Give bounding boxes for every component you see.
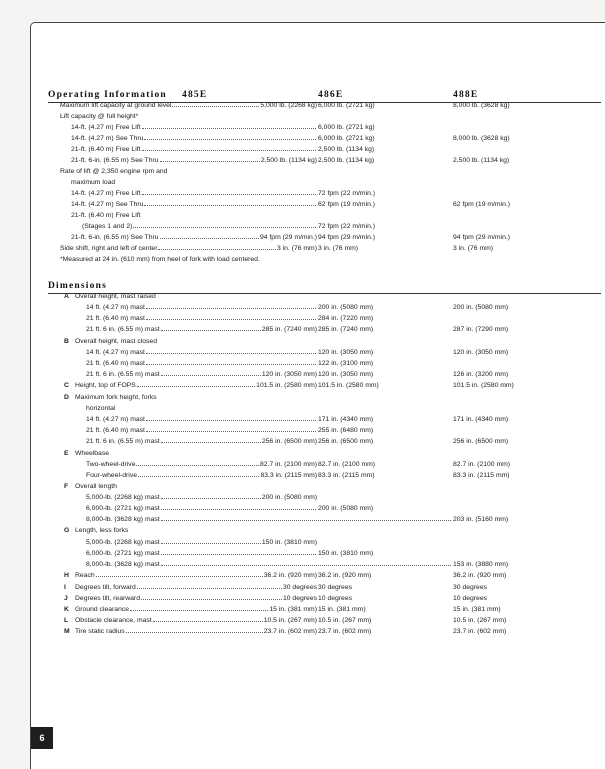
value-486e: 94 fpm (29 m/min.) — [318, 234, 376, 241]
operating-row — [0, 166, 605, 177]
operating-label: 14-ft. (4.27 m) Free Lift — [71, 124, 141, 131]
dot-leader — [137, 386, 255, 387]
value-488e: 8,000 lb. (3628 kg) — [453, 135, 510, 142]
value-485e: 101.5 in. (2580 mm) — [256, 382, 317, 389]
value-486e: 255 in. (6480 mm) — [318, 427, 374, 434]
dimension-row — [0, 425, 605, 436]
dot-leader — [161, 375, 261, 376]
value-486e: 122 in. (3100 mm) — [318, 360, 374, 367]
operating-label-cell — [60, 243, 317, 254]
value-488e: 171 in. (4340 mm) — [453, 416, 509, 423]
value-488e: 83.3 in. (2115 mm) — [453, 472, 510, 479]
value-486e: 285 in. (7240 mm) — [318, 326, 374, 333]
dot-leader — [141, 599, 282, 600]
dimension-label: Degrees tilt, forward — [75, 584, 136, 591]
operating-row — [0, 221, 605, 232]
value-485e: 23.7 in. (602 mm) — [263, 628, 317, 635]
dimension-label: Four-wheel-drive — [86, 472, 137, 479]
value-486e: 120 in. (3050 mm) — [318, 349, 374, 356]
dimension-row — [0, 559, 605, 570]
dimension-row — [0, 403, 605, 414]
dimension-label: 21 ft. 6 in. (6.55 m) mast — [86, 371, 160, 378]
operating-row — [0, 199, 605, 210]
dot-leader — [161, 442, 261, 443]
dimension-row — [0, 448, 605, 459]
dot-leader — [146, 364, 316, 365]
value-485e: 256 in. (6500 mm) — [261, 438, 317, 445]
operating-label-cell — [60, 166, 167, 177]
operating-row — [0, 133, 605, 144]
dimension-row — [0, 291, 605, 302]
value-488e: 203 in. (5160 mm) — [453, 516, 509, 523]
operating-label: 14-ft. (4.27 m) See Thru — [71, 135, 144, 142]
dot-leader — [161, 498, 261, 499]
dimension-label-cell — [86, 403, 115, 414]
dimension-label-cell — [86, 436, 317, 447]
dot-leader — [153, 621, 263, 622]
operating-row — [0, 188, 605, 199]
dot-leader — [160, 161, 260, 162]
dot-leader — [136, 465, 258, 466]
dimension-label-cell — [86, 414, 317, 425]
dimension-label-cell — [75, 615, 317, 626]
dimension-row — [0, 369, 605, 380]
operating-label-cell — [60, 111, 138, 122]
dimension-label: 6,000-lb. (2721 kg) mast — [86, 550, 160, 557]
dimension-row — [0, 436, 605, 447]
value-488e: 36.2 in. (920 mm) — [453, 572, 507, 579]
value-485e: 3 in. (76 mm) — [276, 245, 317, 252]
dimension-label: Overall height, mast raised — [75, 293, 156, 300]
dot-leader — [138, 476, 259, 477]
dimension-row — [0, 604, 605, 615]
dimension-label: 21 ft. (6.40 m) mast — [86, 360, 145, 367]
dimension-label-cell — [75, 291, 156, 302]
page-number: 6 — [31, 727, 53, 749]
operating-row — [0, 100, 605, 111]
dot-leader — [172, 106, 259, 107]
value-486e: 30 degrees — [318, 584, 353, 591]
value-486e: 2,500 lb. (1134 kg) — [318, 146, 375, 153]
operating-label-cell — [71, 155, 317, 166]
dimension-label-cell — [75, 604, 317, 615]
dimension-label-cell — [75, 448, 109, 459]
operating-label: 14-ft. (4.27 m) Free Lift — [71, 190, 141, 197]
operating-label-cell — [71, 199, 317, 210]
operating-row — [0, 155, 605, 166]
operating-label-cell — [71, 133, 317, 144]
value-486e: 6,000 lb. (2721 kg) — [318, 102, 375, 109]
dimension-row — [0, 414, 605, 425]
dot-leader — [144, 139, 316, 140]
value-488e: 62 fpm (19 m/min.) — [453, 201, 511, 208]
value-486e: 72 fpm (22 m/min.) — [318, 190, 376, 197]
dimension-row — [0, 347, 605, 358]
dot-leader — [144, 205, 316, 206]
dimension-label-cell — [86, 470, 317, 481]
dimension-label-cell — [75, 593, 317, 604]
dimension-row — [0, 302, 605, 313]
operating-row — [0, 210, 605, 221]
dimension-label-cell — [86, 302, 317, 313]
dot-leader — [161, 554, 316, 555]
dimension-row — [0, 582, 605, 593]
dimension-letter: A — [64, 293, 69, 300]
value-486e: 2,500 lb. (1134 kg) — [318, 157, 375, 164]
dimension-row — [0, 593, 605, 604]
dimension-label: Height, top of FOPS — [75, 382, 136, 389]
value-486e: 200 in. (5080 mm) — [318, 304, 374, 311]
value-486e: 15 in. (381 mm) — [318, 606, 366, 613]
dot-leader — [161, 509, 316, 510]
value-486e: 120 in. (3050 mm) — [318, 371, 374, 378]
dimension-label-cell — [75, 380, 317, 391]
value-486e: 72 fpm (22 m/min.) — [318, 223, 376, 230]
dot-leader — [96, 576, 263, 577]
operating-label: maximum load — [71, 179, 116, 186]
dot-leader — [146, 353, 316, 354]
dimension-row — [0, 459, 605, 470]
dimension-letter: I — [64, 584, 66, 591]
operating-label-cell — [71, 122, 317, 133]
value-488e: 3 in. (76 mm) — [453, 245, 494, 252]
value-486e: 62 fpm (19 m/min.) — [318, 201, 376, 208]
dimension-label: Length, less forks — [75, 527, 129, 534]
value-488e: 287 in. (7290 mm) — [453, 326, 509, 333]
value-485e: 200 in. (5080 mm) — [261, 494, 317, 501]
dimension-row — [0, 336, 605, 347]
dimension-label: horizontal — [86, 405, 116, 412]
dot-leader — [161, 543, 261, 544]
dimension-label: 14 ft. (4.27 m) mast — [86, 349, 145, 356]
value-488e: 10 degrees — [453, 595, 488, 602]
dot-leader — [142, 194, 316, 195]
operating-label: 21-ft. 6-in. (6.55 m) See Thru — [71, 234, 159, 241]
value-488e: 8,000 lb. (3628 kg) — [453, 102, 510, 109]
operating-row — [0, 122, 605, 133]
dimension-label: Tire static radius — [75, 628, 125, 635]
dimension-letter: B — [64, 338, 69, 345]
dimension-label: Ground clearance — [75, 606, 130, 613]
value-488e: 94 fpm (29 m/min.) — [453, 234, 511, 241]
dimension-label: 14 ft. (4.27 m) mast — [86, 416, 145, 423]
operating-label-cell — [71, 210, 141, 221]
value-486e: 82.7 in. (2100 mm) — [318, 461, 376, 468]
dot-leader — [126, 632, 263, 633]
value-486e: 200 in. (5080 mm) — [318, 505, 374, 512]
value-488e: 120 in. (3050 mm) — [453, 349, 509, 356]
dimension-label: Wheelbase — [75, 450, 110, 457]
value-486e: 6,000 lb. (2721 kg) — [318, 135, 375, 142]
dimension-label-cell — [86, 537, 317, 548]
dimension-label-cell — [86, 548, 317, 559]
dot-leader — [146, 420, 316, 421]
dimension-letter: M — [64, 628, 70, 635]
value-486e: 36.2 in. (920 mm) — [318, 572, 372, 579]
value-488e: 200 in. (5080 mm) — [453, 304, 509, 311]
value-486e: 10.5 in. (267 mm) — [318, 617, 372, 624]
value-486e: 10 degrees — [318, 595, 353, 602]
dimension-label: Obstacle clearance, mast — [75, 617, 152, 624]
operating-label: 21-ft. (6.40 m) Free Lift — [71, 212, 141, 219]
value-485e: 150 in. (3810 mm) — [261, 539, 317, 546]
operating-row — [0, 144, 605, 155]
dimension-row — [0, 481, 605, 492]
value-486e: 23.7 in. (602 mm) — [318, 628, 372, 635]
dot-leader — [133, 227, 316, 228]
dimension-row — [0, 503, 605, 514]
operating-row — [0, 254, 605, 265]
value-486e: 6,000 lb. (2721 kg) — [318, 124, 375, 131]
dimension-label: Overall length — [75, 483, 117, 490]
value-485e: 15 in. (381 mm) — [269, 606, 317, 613]
dimension-label: Degrees tilt, rearward — [75, 595, 140, 602]
dimension-label-cell — [86, 492, 317, 503]
dimension-letter: C — [64, 382, 69, 389]
dimensions-heading: Dimensions — [48, 281, 107, 291]
dimension-row — [0, 358, 605, 369]
dimension-letter: J — [64, 595, 68, 602]
dimension-label: 5,000-lb. (2268 kg) mast — [86, 539, 160, 546]
dimension-label: 21 ft. 6 in. (6.55 m) mast — [86, 438, 160, 445]
dimension-label-cell — [75, 336, 157, 347]
dimension-label-cell — [75, 392, 157, 403]
dot-leader — [146, 308, 316, 309]
operating-label-cell — [71, 177, 115, 188]
dot-leader — [142, 150, 316, 151]
dimension-label: 5,000-lb. (2268 kg) mast — [86, 494, 160, 501]
dot-leader — [160, 238, 259, 239]
dimension-letter: L — [64, 617, 69, 624]
dimension-label: 6,000-lb. (2721 kg) mast — [86, 505, 160, 512]
col-488e-heading: 488E — [453, 90, 479, 100]
col-485e-heading: 485E — [182, 90, 208, 100]
dimension-letter: K — [64, 606, 69, 613]
operating-label: 21-ft. 6-in. (6.55 m) See Thru — [71, 157, 159, 164]
value-485e: 2,500 lb. (1134 kg) — [260, 157, 317, 164]
dimension-row — [0, 537, 605, 548]
dimension-label: Overall height, mast closed — [75, 338, 157, 345]
dimension-label-cell — [86, 313, 317, 324]
value-486e: 171 in. (4340 mm) — [318, 416, 374, 423]
value-488e: 30 degrees — [453, 584, 488, 591]
dimension-label: 14 ft. (4.27 m) mast — [86, 304, 145, 311]
operating-label: Maximum lift capacity at ground level — [60, 102, 172, 109]
dimension-row — [0, 313, 605, 324]
operating-label: 14-ft. (4.27 m) See Thru — [71, 201, 144, 208]
operating-info-heading: Operating Information — [48, 90, 167, 100]
dimension-row — [0, 324, 605, 335]
dimension-letter: G — [64, 527, 70, 534]
value-485e: 36.2 in. (920 mm) — [263, 572, 317, 579]
operating-label-cell — [71, 144, 317, 155]
value-488e: 256 in. (6500 mm) — [453, 438, 509, 445]
dimension-row — [0, 615, 605, 626]
dimension-row — [0, 548, 605, 559]
value-485e: 10 degrees — [282, 595, 317, 602]
dimension-row — [0, 492, 605, 503]
dimension-label-cell — [86, 503, 317, 514]
operating-label-cell — [82, 221, 317, 232]
dimension-label: Maximum fork height, forks — [75, 394, 157, 401]
dot-leader — [142, 128, 316, 129]
dimension-label-cell — [86, 459, 317, 470]
dimension-row — [0, 626, 605, 637]
dimension-label-cell — [75, 626, 317, 637]
dimension-label: 8,000-lb. (3628 kg) mast — [86, 516, 160, 523]
value-486e: 3 in. (76 mm) — [318, 245, 359, 252]
dimension-letter: F — [64, 483, 69, 490]
dimension-label-cell — [86, 324, 317, 335]
value-485e: 5,000 lb. (2268 kg) — [260, 102, 317, 109]
dot-leader — [130, 610, 268, 611]
operating-label-cell — [71, 188, 317, 199]
operating-label-cell — [60, 254, 260, 265]
dimension-row — [0, 392, 605, 403]
dot-leader — [146, 319, 316, 320]
operating-row — [0, 177, 605, 188]
dimension-label: 21 ft. 6 in. (6.55 m) mast — [86, 326, 160, 333]
operating-label-cell — [60, 100, 317, 111]
value-488e: 82.7 in. (2100 mm) — [453, 461, 511, 468]
dimension-label: 21 ft. (6.40 m) mast — [86, 427, 145, 434]
dimension-letter: H — [64, 572, 69, 579]
operating-label: Rate of lift @ 2,350 engine rpm and — [60, 168, 168, 175]
value-485e: 285 in. (7240 mm) — [261, 326, 317, 333]
dimension-label-cell — [75, 525, 128, 536]
value-485e: 82.7 in. (2100 mm) — [259, 461, 317, 468]
dot-leader — [158, 249, 275, 250]
value-486e: 284 in. (7220 mm) — [318, 315, 374, 322]
operating-label: (Stages 1 and 2) — [82, 223, 133, 230]
operating-row — [0, 232, 605, 243]
dimension-row — [0, 380, 605, 391]
dimension-label: Two-wheel-drive — [86, 461, 136, 468]
dot-leader — [137, 588, 282, 589]
value-485e: 83.3 in. (2115 mm) — [260, 472, 317, 479]
dimension-label-cell — [86, 358, 317, 369]
dimension-label: Reach — [75, 572, 95, 579]
operating-label: Lift capacity @ full height* — [60, 113, 139, 120]
value-486e: 150 in. (3810 mm) — [318, 550, 374, 557]
dimension-label-cell — [75, 570, 317, 581]
value-486e: 83.3 in. (2115 mm) — [318, 472, 375, 479]
dimension-label-cell — [86, 425, 317, 436]
value-488e: 23.7 in. (602 mm) — [453, 628, 507, 635]
value-488e: 101.5 in. (2580 mm) — [453, 382, 514, 389]
operating-label: Side shift, right and left of center — [60, 245, 158, 252]
dimension-label-cell — [75, 582, 317, 593]
dimension-row — [0, 470, 605, 481]
dimension-label-cell — [86, 559, 452, 570]
dimension-row — [0, 525, 605, 536]
value-485e: 10.5 in. (267 mm) — [263, 617, 317, 624]
dimension-letter: D — [64, 394, 69, 401]
value-486e: 256 in. (6500 mm) — [318, 438, 374, 445]
dot-leader — [161, 330, 261, 331]
value-488e: 10.5 in. (267 mm) — [453, 617, 507, 624]
dimension-label-cell — [75, 481, 117, 492]
dimension-label-cell — [86, 514, 452, 525]
operating-row — [0, 243, 605, 254]
dimension-row — [0, 514, 605, 525]
dimension-letter: E — [64, 450, 69, 457]
operating-row — [0, 111, 605, 122]
dimension-label: 8,000-lb. (3628 kg) mast — [86, 561, 160, 568]
operating-label-cell — [71, 232, 317, 243]
dimension-label: 21 ft. (6.40 m) mast — [86, 315, 145, 322]
value-488e: 153 in. (3880 mm) — [453, 561, 509, 568]
value-485e: 94 fpm (29 m/min.) — [259, 234, 317, 241]
value-488e: 2,500 lb. (1134 kg) — [453, 157, 510, 164]
dimension-label-cell — [86, 347, 317, 358]
dot-leader — [146, 431, 316, 432]
dimension-row — [0, 570, 605, 581]
dot-leader — [161, 565, 451, 566]
value-488e: 126 in. (3200 mm) — [453, 371, 509, 378]
col-486e-heading: 486E — [318, 90, 344, 100]
operating-label: *Measured at 24 in. (610 mm) from heel of fork with load centered. — [60, 256, 260, 263]
value-488e: 15 in. (381 mm) — [453, 606, 501, 613]
operating-label: 21-ft. (6.40 m) Free Lift — [71, 146, 141, 153]
value-485e: 120 in. (3050 mm) — [261, 371, 317, 378]
dot-leader — [161, 520, 451, 521]
value-485e: 30 degrees — [282, 584, 317, 591]
value-486e: 101.5 in. (2580 mm) — [318, 382, 379, 389]
dimension-label-cell — [86, 369, 317, 380]
